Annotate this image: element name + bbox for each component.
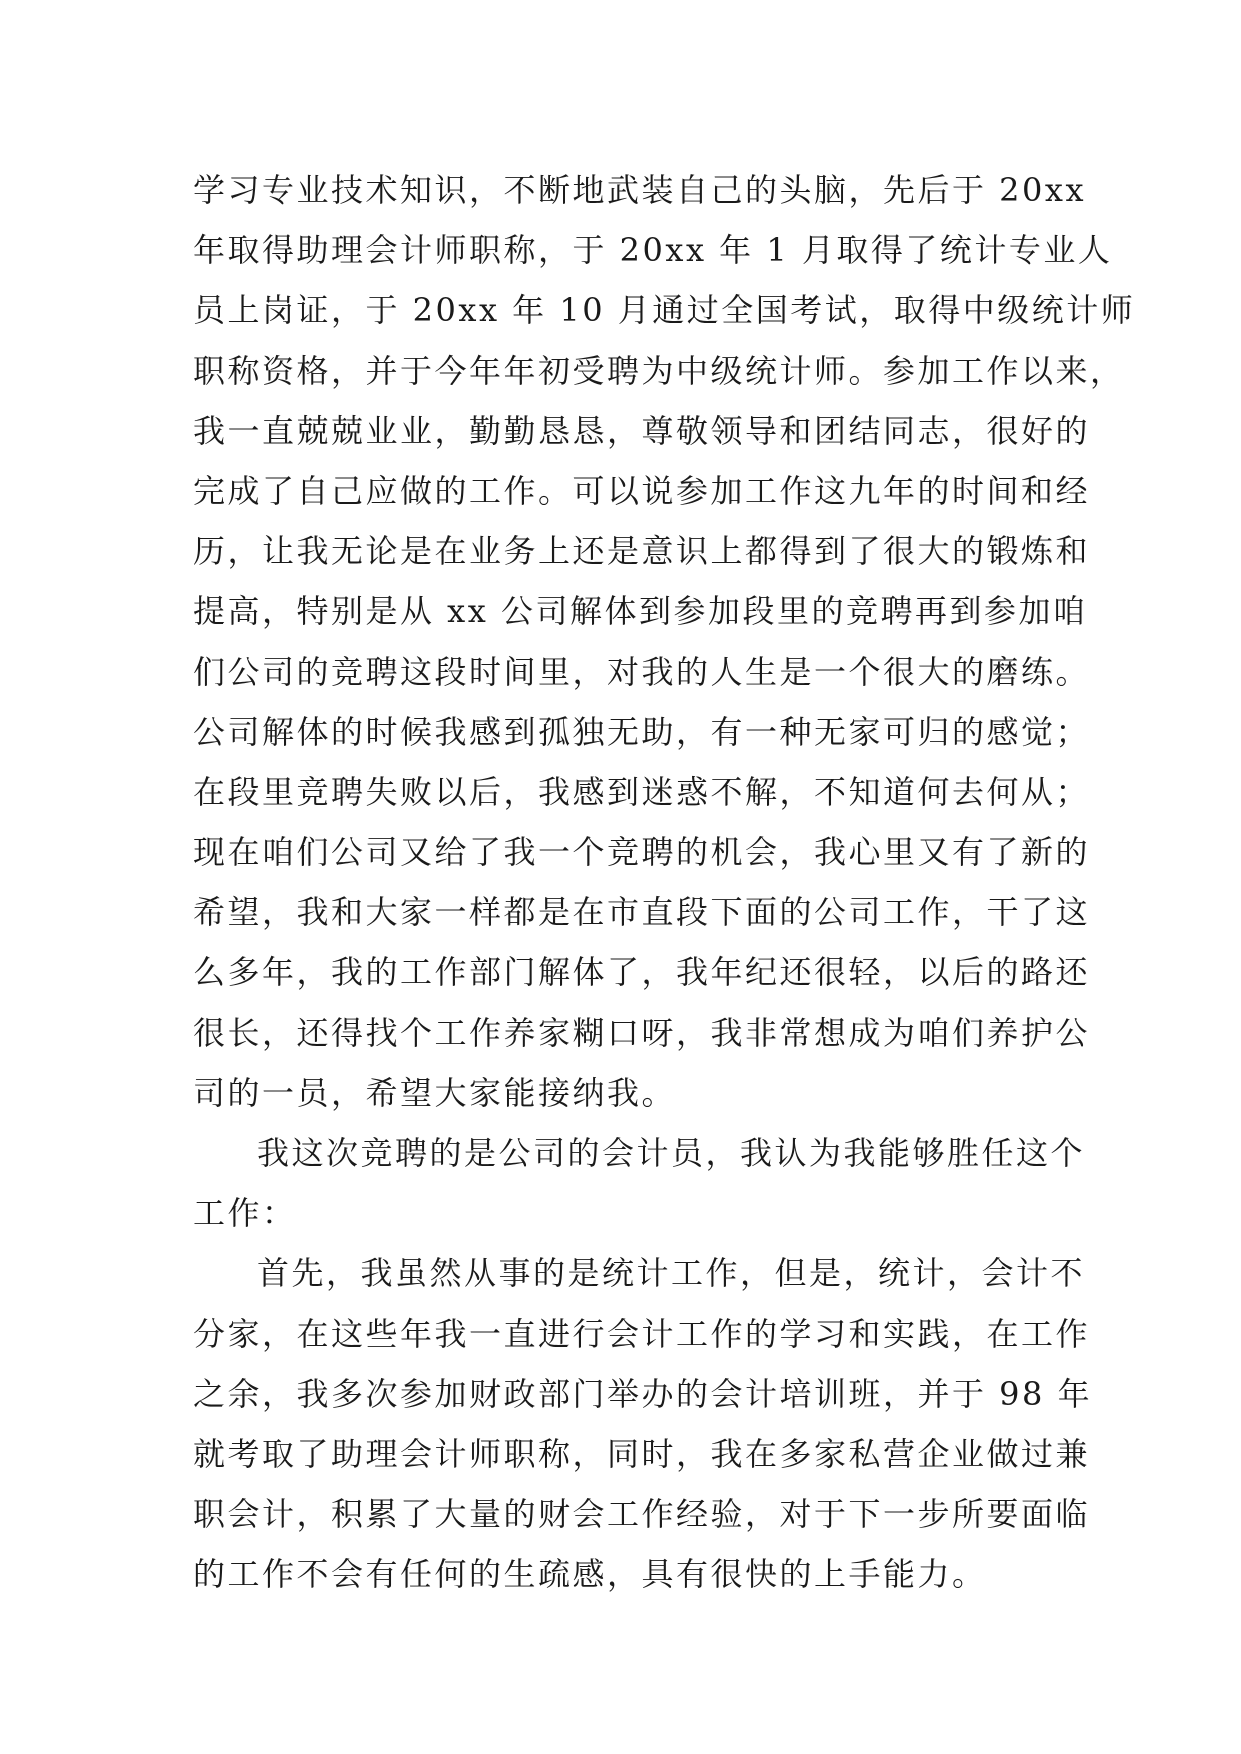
text-line: 很长，还得找个工作养家糊口呀，我非常想成为咱们养护公 xyxy=(193,1013,1091,1052)
text-line: 分家，在这些年我一直进行会计工作的学习和实践，在工作 xyxy=(193,1314,1091,1353)
text-line: 现在咱们公司又给了我一个竞聘的机会，我心里又有了新的 xyxy=(193,833,1091,872)
text-line: 司的一员，希望大家能接纳我。 xyxy=(193,1073,677,1112)
text-line: 我一直兢兢业业，勤勤恳恳，尊敬领导和团结同志，很好的 xyxy=(193,411,1091,450)
text-line: 提高，特别是从 xx 公司解体到参加段里的竞聘再到参加咱 xyxy=(193,592,1088,631)
text-line: 工作： xyxy=(193,1194,297,1233)
text-line: 公司解体的时候我感到孤独无助，有一种无家可归的感觉； xyxy=(193,712,1091,751)
text-line: 之余，我多次参加财政部门举办的会计培训班，并于 98 年 xyxy=(193,1374,1093,1413)
text-line: 希望，我和大家一样都是在市直段下面的公司工作，干了这 xyxy=(193,893,1091,932)
text-line: 历，让我无论是在业务上还是意识上都得到了很大的锻炼和 xyxy=(193,532,1091,571)
text-line: 我这次竞聘的是公司的会计员，我认为我能够胜任这个 xyxy=(257,1134,1086,1172)
text-line: 完成了自己应做的工作。可以说参加工作这九年的时间和经 xyxy=(193,471,1091,510)
text-line: 职会计，积累了大量的财会工作经验，对于下一步所要面临 xyxy=(193,1495,1091,1534)
text-line: 学习专业技术知识，不断地武装自己的头脑，先后于 20xx xyxy=(193,171,1086,209)
text-line: 年取得助理会计师职称，于 20xx 年 1 月取得了统计专业人 xyxy=(193,231,1113,270)
text-line: 就考取了助理会计师职称，同时，我在多家私营企业做过兼 xyxy=(193,1434,1091,1473)
text-line: 在段里竞聘失败以后，我感到迷惑不解，不知道何去何从； xyxy=(193,772,1091,811)
text-line: 职称资格，并于今年年初受聘为中级统计师。参加工作以来， xyxy=(193,351,1125,390)
text-line: 们公司的竞聘这段时间里，对我的人生是一个很大的磨练。 xyxy=(193,652,1091,691)
text-line: 员上岗证，于 20xx 年 10 月通过全国考试，取得中级统计师 xyxy=(193,291,1136,330)
text-line: 的工作不会有任何的生疏感，具有很快的上手能力。 xyxy=(193,1555,987,1594)
text-line: 么多年，我的工作部门解体了，我年纪还很轻，以后的路还 xyxy=(193,953,1091,992)
document-body xyxy=(193,160,1136,1605)
text-line: 首先，我虽然从事的是统计工作，但是，统计，会计不 xyxy=(257,1254,1086,1293)
